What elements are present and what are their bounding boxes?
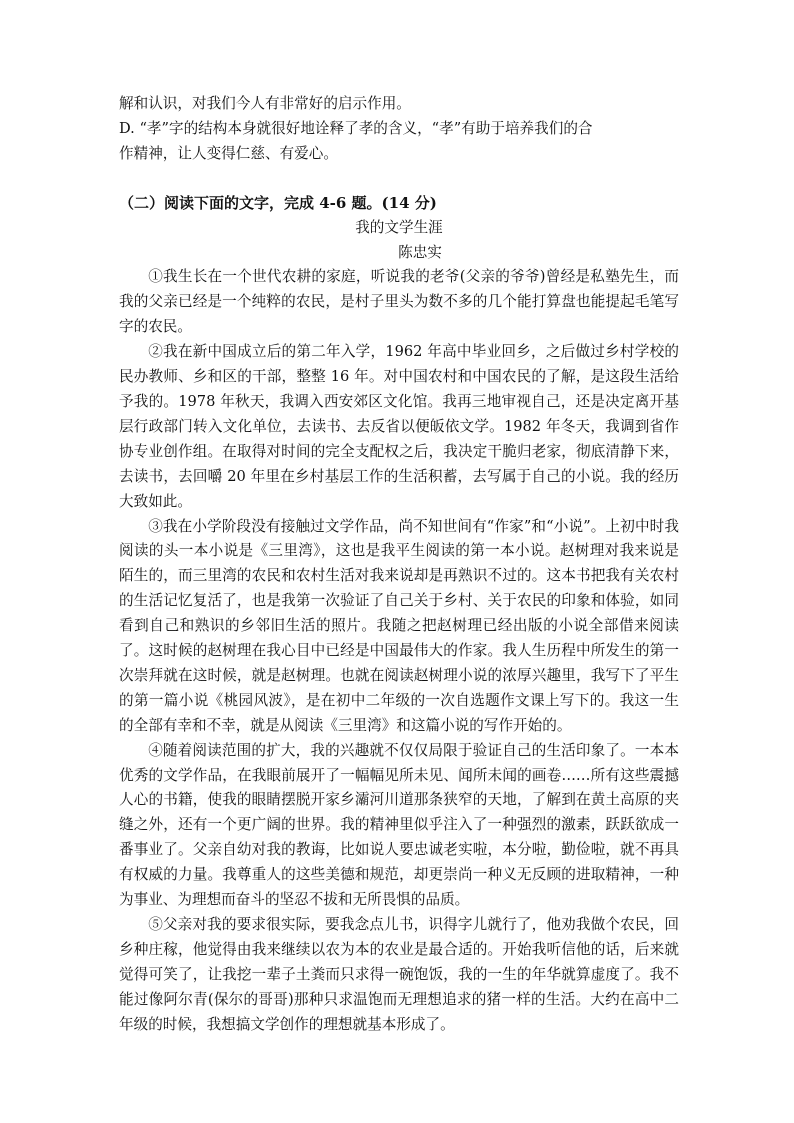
paragraph-4: ④随着阅读范围的扩大，我的兴趣就不仅仅局限于验证自己的生活印象了。一本本优秀的文学作品，在我眼前展开了一幅幅见所未见、闻所未闻的画卷……所有这些震撼人心的书籍，使我的眼睛摆脱开家乡灞河川道那条狭窄的天地，了解到在黄土高原的夹缝之外，还有一个更广阔的世界。我的精神里似乎注入了一种强烈的激素，跃跃欲成一番事业了。父亲自幼对我的教诲，比如说人要忠诚老实啦，本分啦，勤俭啦，就不再具有权威的力量。我尊重人的这些美德和规范，却更崇尚一种义无反顾的进取精神，一种为事业、为理想而奋斗的坚忍不拔和无所畏惧的品质。 <box>119 741 679 909</box>
document-page <box>119 92 679 1038</box>
article-author: 陈忠实 <box>398 243 442 261</box>
paragraph-5: ⑤父亲对我的要求很实际，要我念点儿书，识得字儿就行了，他劝我做个农民，回乡种庄稼，他觉得由我来继续以农为本的农业是最合适的。开始我听信他的话，后来就觉得可笑了，让我挖一辈子土粪而只求得一碗饱饭，我的一生的年华就算虚度了。我不能过像阿尔青(保尔的哥哥)那种只求温饱而无理想追求的猪一样的生活。大约在高中二年级的时候，我想搞文学创作的理想就基本形成了。 <box>119 916 679 1033</box>
option-d-line-1: D. “孝”字的结构本身就很好地诠释了孝的含义，“孝”有助于培养我们的合 <box>119 119 593 137</box>
article-title: 我的文学生涯 <box>355 218 443 236</box>
paragraph-2: ②我在新中国成立后的第二年入学，1962 年高中毕业回乡，之后做过乡村学校的民办教师、乡和区的干部，整整 16 年。对中国农村和中国农民的了解，是这段生活给予我的。1978 年秋天，我调入西安郊区文化馆。我再三地审视自己，还是决定离开基层行政部门转入文化单位，去读书、去反省以便皈依文学。1982 年冬天，我调到省作协专业创作组。在取得对时间的完全支配权之后，我决定干脆归老家，彻底清静下来，去读书，去回嚼 20 年里在乡村基层工作的生活积蓄，去写属于自己的小说。我的经历大致如此。 <box>119 343 679 510</box>
section-heading: （二）阅读下面的文字，完成 4-6 题。(14 分) <box>119 193 437 212</box>
option-d-line-2: 作精神，让人变得仁慈、有爱心。 <box>119 144 338 162</box>
paragraph-1: ①我生长在一个世代农耕的家庭，听说我的老爷(父亲的爷爷)曾经是私塾先生，而我的父亲已经是一个纯粹的农民，是村子里头为数不多的几个能打算盘也能提起毛笔写字的农民。 <box>119 268 679 336</box>
intro-line-1: 解和认识，对我们今人有非常好的启示作用。 <box>119 95 411 112</box>
paragraph-3: ③我在小学阶段没有接触过文学作品，尚不知世间有“作家”和“小说”。上初中时我阅读的头一本小说是《三里湾》，这也是我平生阅读的第一本小说。赵树理对我来说是陌生的，而三里湾的农民和农村生活对我来说却是再熟识不过的。这本书把我有关农村的生活记忆复活了，也是我第一次验证了自己关于乡村、关于农民的印象和体验，如同看到自己和熟识的乡邻旧生活的照片。我随之把赵树理已经出版的小说全部借来阅读了。这时候的赵树理在我心目中已经是中国最伟大的作家。我人生历程中所发生的第一次崇拜就在这时候，就是赵树理。也就在阅读赵树理小说的浓厚兴趣里，我写下了平生的第一篇小说《桃园风波》，是在初中二年级的一次自选题作文课上写下的。我这一生的全部有幸和不幸，就是从阅读《三里湾》和这篇小说的写作开始的。 <box>119 517 679 734</box>
